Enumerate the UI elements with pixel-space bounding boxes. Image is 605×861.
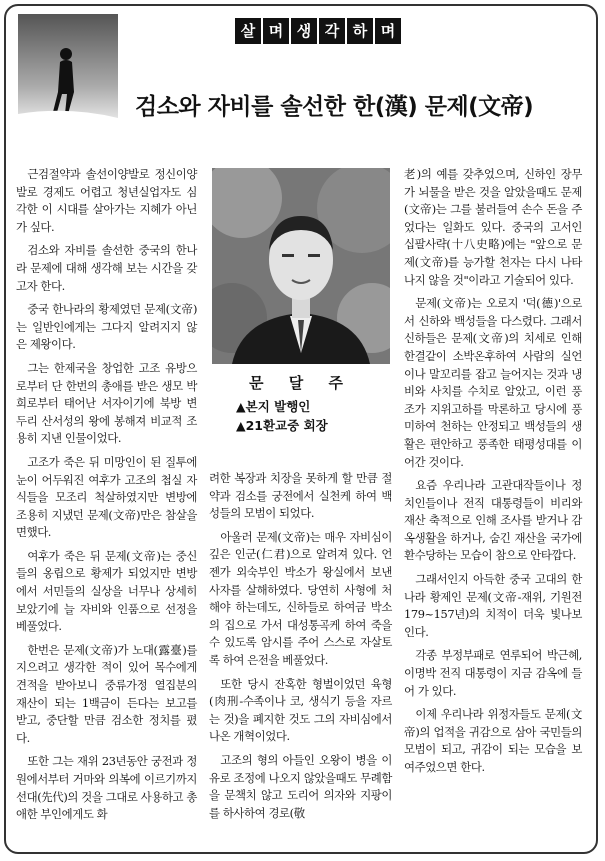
paragraph: 여후가 죽은 뒤 문제(文帝)는 중신들의 옹립으로 황제가 되었지만 변방에서 서민들의 실상을 너무나 상세히 보았기에 늘 자비와 인품으로 선정을 베풀었다. <box>16 548 197 634</box>
paragraph: 그래서인지 아득한 중국 고대의 한나라 황제인 문제(文帝-재위, 기원전 179~157년)의 치적이 더욱 빛나보인다. <box>404 572 582 639</box>
paragraph: 요즘 우리나라 고관대작들이나 정치인들이나 전직 대통령들이 비리와 재산 축적으로 인해 조사를 받거나 감옥생활을 하거나, 숨긴 재산을 국가에 환수당하는 모습이 참으로 안타깝다. <box>404 478 582 563</box>
paragraph: 아울러 문제(文帝)는 매우 자비심이 깊은 인군(仁君)으로 알려져 있다. 언젠가 외숙부인 박소가 왕실에서 보낸 사자를 살해하였다. 당연히 사형에 처해야 하는데도, 신하들로 하여금 박소의 집으로 가서 대성통곡케 하여 죽을 수 있도록 암시를 주어 스스로 자살토록 하여 은전을 베풀었다. <box>209 529 392 667</box>
paragraph: 각종 부정부패로 연루되어 박근혜, 이명박 전직 대통령이 지금 감옥에 들어 가 있다. <box>404 648 582 698</box>
series-char: 하 <box>347 18 373 44</box>
paragraph: 고조가 죽은 뒤 미망인이 된 질투에 눈이 어두워진 여후가 고조의 첩실 자식들을 모조리 척살하였지만 변방에 조용히 지냈던 문제(文帝)만은 참살을 면했다. <box>16 454 197 540</box>
paragraph: 또한 당시 잔혹한 형벌이었던 육형(肉刑-수족이나 코, 생식기 등을 자르는 것)을 폐지한 것도 그의 자비심에서 나온 개혁이었다. <box>209 676 392 744</box>
article-column-1 <box>16 166 197 830</box>
paragraph: 려한 복장과 치장을 못하게 할 만큼 절약과 검소를 궁전에서 실천케 하여 백성들의 모범이 되었다. <box>209 471 392 521</box>
series-char: 살 <box>235 18 261 44</box>
caption-name: 문 달 주 <box>249 374 353 392</box>
paragraph: 한번은 문제(文帝)가 노대(露臺)를 지으려고 생각한 적이 있어 목수에게 견적을 받아보니 중류가정 열집분의 재산이 되는 1백금이 든다는 보고를 받고, 중단할 만큼 검소한 정치를 폈다. <box>16 642 197 745</box>
series-char: 각 <box>319 18 345 44</box>
article-column-3 <box>404 166 582 783</box>
walking-man-illustration <box>18 14 118 134</box>
series-char: 며 <box>375 18 401 44</box>
caption-title: ▲본지 발행인 <box>236 399 311 414</box>
paragraph: 고조의 형의 아들인 오왕이 병을 이유로 조정에 나오지 않았을때도 무례함을 문책치 않고 도리어 의자와 지팡이를 하사하여 경로(敬 <box>209 752 392 820</box>
article-column-2 <box>209 470 392 828</box>
series-char: 생 <box>291 18 317 44</box>
paragraph: 문제(文帝)는 오로지 '덕(德)'으로서 신하와 백성들을 다스렸다. 그래서 신하들은 문제(文帝)의 치세로 인해 한결같이 소박온후하여 사람의 실언이나 말꼬리를 잡고 늘어지는 것과 냉비와 사치를 수치로 알았고, 이런 풍조가 지위고하를 막론하고 당시에 풍미하여 천하는 안정되고 백성들의 생활은 편안하고 풍족한 태평성대를 이어간 것이다. <box>404 296 582 469</box>
paragraph: 검소와 자비를 솔선한 중국의 한나라 문제에 대해 생각해 보는 시간을 갖고자 한다. <box>16 243 197 293</box>
series-title <box>235 18 401 44</box>
series-char: 며 <box>263 18 289 44</box>
paragraph: 중국 한나라의 황제였던 문제(文帝)는 일반인에게는 그다지 알려지지 않은 제왕이다. <box>16 302 197 352</box>
portrait-photo <box>212 168 390 364</box>
paragraph: 老)의 예를 갖추었으며, 신하인 장무가 뇌물을 받은 것을 알았을때도 문제(文帝)는 그를 불러들여 손수 돈을 주었다는 일화도 있다. 중국의 고서인 십팔사략(十八史略)에는 "앞으로 문제(文帝)를 능가할 천자는 다시 나타나지 않을 것"이라고 기술되어 있다. <box>404 167 582 287</box>
paragraph: 이제 우리나라 위정자들도 문제(文帝)의 업적을 귀감으로 삼아 국민들의 모범이 되고, 귀감이 되는 모습을 보여주었으면 한다. <box>404 707 582 774</box>
headline: 검소와 자비를 솔선한 한(漢) 문제(文帝) <box>135 94 534 120</box>
paragraph: 그는 한제국을 창업한 고조 유방으로부터 단 한번의 총애를 받은 생모 박희로부터 태어난 서자이기에 북방 변두리 산서성의 왕에 봉해져 비교적 조용히 지낸 인물이었다. <box>16 360 197 446</box>
paragraph: 근검절약과 솔선이양발로 정신이양발로 경제도 어렵고 청년실업자도 심각한 이 시대를 살아가는 지혜가 아닌가 싶다. <box>16 167 197 234</box>
photo-caption <box>212 372 390 435</box>
caption-title: ▲21환교중 회장 <box>236 418 328 433</box>
paragraph: 또한 그는 재위 23년동안 궁전과 정원에서부터 거마와 의복에 이르기까지 선대(先代)의 것을 그대로 사용하고 총애한 부인에게도 화 <box>16 754 197 822</box>
